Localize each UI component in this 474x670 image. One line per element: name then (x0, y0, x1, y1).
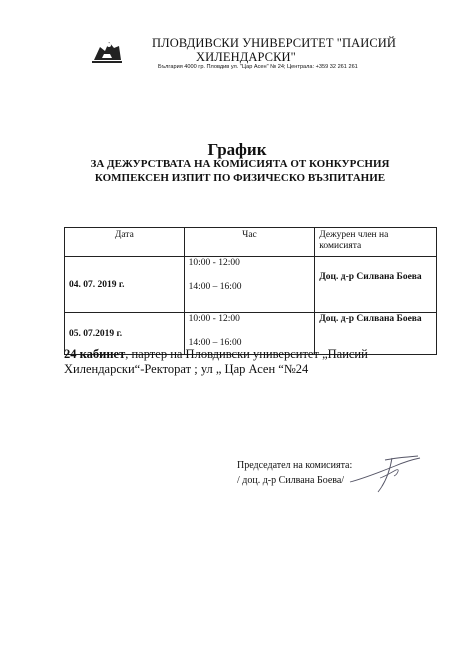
university-name-line1: ПЛОВДИВСКИ УНИВЕРСИТЕТ "ПАИСИЙ (152, 36, 397, 50)
table-header-row (65, 228, 437, 257)
time-slot-afternoon: 14:00 – 16:00 (188, 338, 242, 348)
university-address: България 4000 гр. Пловдив ул. "Цар Асен" № 24; Централа: +359 32 261 261 (158, 64, 358, 70)
handwritten-signature-icon (340, 448, 430, 498)
document-title: График (207, 140, 267, 159)
time-slot-morning: 10:00 - 12:00 (188, 314, 240, 324)
subtitle-line2: КОМПЕКСЕН ИЗПИТ ПО ФИЗИЧЕСКО ВЪЗПИТАНИЕ (94, 172, 386, 184)
exam-location (64, 347, 444, 377)
table-row (65, 257, 437, 313)
room-number: 24 кабинет (64, 347, 126, 361)
row-member: Доц. д-р Силвана Боева (315, 257, 437, 313)
time-slot-morning: 10:00 - 12:00 (188, 258, 240, 268)
row-date: 04. 07. 2019 г. (65, 257, 185, 313)
chairman-label: Председател на комисията: (237, 460, 353, 471)
chairman-name: / доц. д-р Силвана Боева/ (237, 475, 345, 486)
duty-schedule-table (64, 227, 437, 355)
row-times (184, 257, 315, 313)
row-date: 05. 07.2019 г. (65, 313, 185, 355)
time-slot-afternoon: 14:00 – 16:00 (188, 282, 242, 292)
subtitle-line1: ЗА ДЕЖУРСТВАТА НА КОМИСИЯТА ОТ КОНКУРСНИЯ (90, 158, 390, 170)
header-time: Час (184, 228, 315, 257)
university-name-line2: ХИЛЕНДАРСКИ" (196, 50, 296, 64)
document-subtitle (50, 157, 430, 185)
university-logo-icon (90, 38, 124, 64)
header-date: Дата (65, 228, 185, 257)
location-details: , партер на Пловдивски университет „Паисий Хилендарски“-Ректорат ; ул „ Цар Асен “№24 (64, 347, 368, 376)
university-name (152, 36, 452, 64)
row-member: Доц. д-р Силвана Боева (315, 313, 437, 355)
header-member: Дежурен член на комисията (315, 228, 437, 257)
